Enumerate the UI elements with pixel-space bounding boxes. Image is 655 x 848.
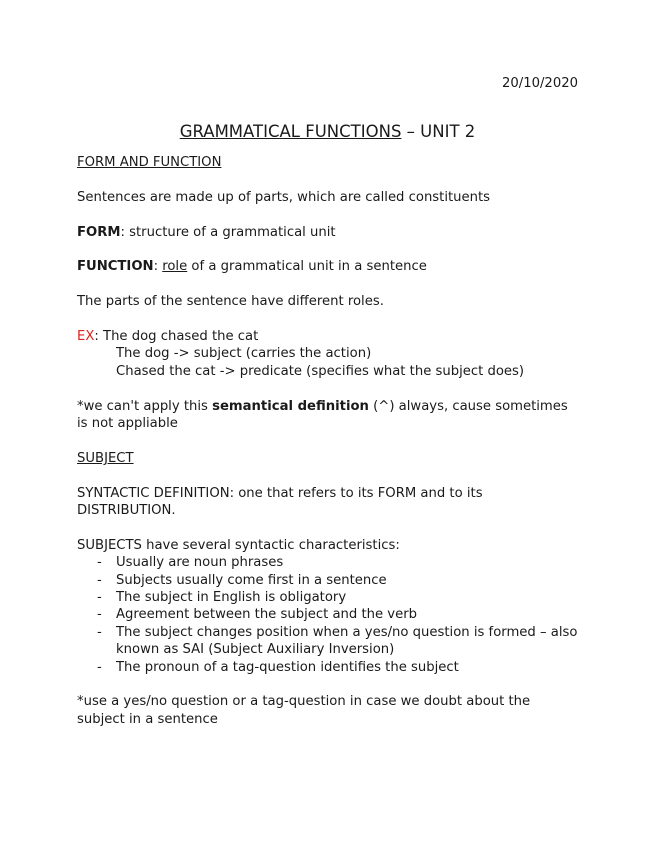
list-item bbox=[77, 554, 582, 571]
form-term: FORM bbox=[77, 224, 121, 240]
title-main: GRAMMATICAL FUNCTIONS bbox=[179, 122, 402, 141]
section-heading-subject: SUBJECT bbox=[77, 450, 134, 466]
function-definition bbox=[77, 258, 582, 275]
example-subject-line: The dog -> subject (carries the action) bbox=[116, 346, 372, 362]
function-colon: : bbox=[153, 259, 163, 275]
form-def-text: : structure of a grammatical unit bbox=[120, 224, 336, 240]
roles-paragraph: The parts of the sentence have different roles. bbox=[77, 294, 384, 310]
list-marker: - bbox=[97, 555, 102, 571]
example-label: EX bbox=[77, 328, 95, 344]
list-item bbox=[77, 589, 582, 606]
list-item bbox=[77, 572, 582, 589]
characteristics-intro: SUBJECTS have several syntactic characteristics: bbox=[77, 537, 400, 553]
characteristics-list bbox=[77, 554, 582, 676]
section-heading-form-function: FORM AND FUNCTION bbox=[77, 155, 222, 170]
syntactic-definition: SYNTACTIC DEFINITION: one that refers to its FORM and to its DISTRIBUTION. bbox=[77, 485, 483, 518]
list-marker: - bbox=[97, 607, 102, 623]
function-def-text: of a grammatical unit in a sentence bbox=[187, 259, 427, 275]
list-item bbox=[77, 659, 582, 676]
example-predicate-line: Chased the cat -> predicate (specifies what the subject does) bbox=[116, 363, 525, 379]
list-marker: - bbox=[97, 590, 102, 606]
date: 20/10/2020 bbox=[501, 76, 578, 91]
list-item-text: The pronoun of a tag-question identifies the subject bbox=[116, 659, 459, 675]
list-marker: - bbox=[97, 659, 102, 675]
list-item-text: The subject changes position when a yes/no question is formed – also known as SAI (Subject Auxiliary Inversion) bbox=[116, 624, 578, 658]
page-title bbox=[0, 121, 655, 143]
function-role-word: role bbox=[162, 259, 188, 275]
list-marker: - bbox=[97, 572, 102, 588]
semantic-note-end: (^) always, cause sometimes is not appliable bbox=[77, 398, 568, 431]
doubt-note: *use a yes/no question or a tag-question in case we doubt about the subject in a sentence bbox=[77, 694, 531, 727]
document-body bbox=[77, 154, 582, 728]
example-sentence: : The dog chased the cat bbox=[94, 328, 259, 344]
list-item-text: Agreement between the subject and the verb bbox=[116, 607, 418, 623]
list-item-text: The subject in English is obligatory bbox=[116, 590, 347, 606]
list-item-text: Subjects usually come first in a sentence bbox=[116, 572, 387, 588]
list-item bbox=[77, 624, 582, 659]
function-term: FUNCTION bbox=[77, 259, 154, 275]
semantic-note-bold: semantical definition bbox=[212, 398, 369, 414]
form-definition bbox=[77, 224, 582, 241]
title-suffix: – UNIT 2 bbox=[401, 122, 476, 141]
example-line bbox=[77, 328, 582, 345]
semantic-note-start: *we can't apply this bbox=[77, 398, 213, 414]
list-item-text: Usually are noun phrases bbox=[116, 555, 284, 571]
list-marker: - bbox=[97, 624, 102, 640]
list-item bbox=[77, 606, 582, 623]
semantic-note bbox=[77, 398, 582, 433]
intro-paragraph: Sentences are made up of parts, which are called constituents bbox=[77, 189, 491, 205]
